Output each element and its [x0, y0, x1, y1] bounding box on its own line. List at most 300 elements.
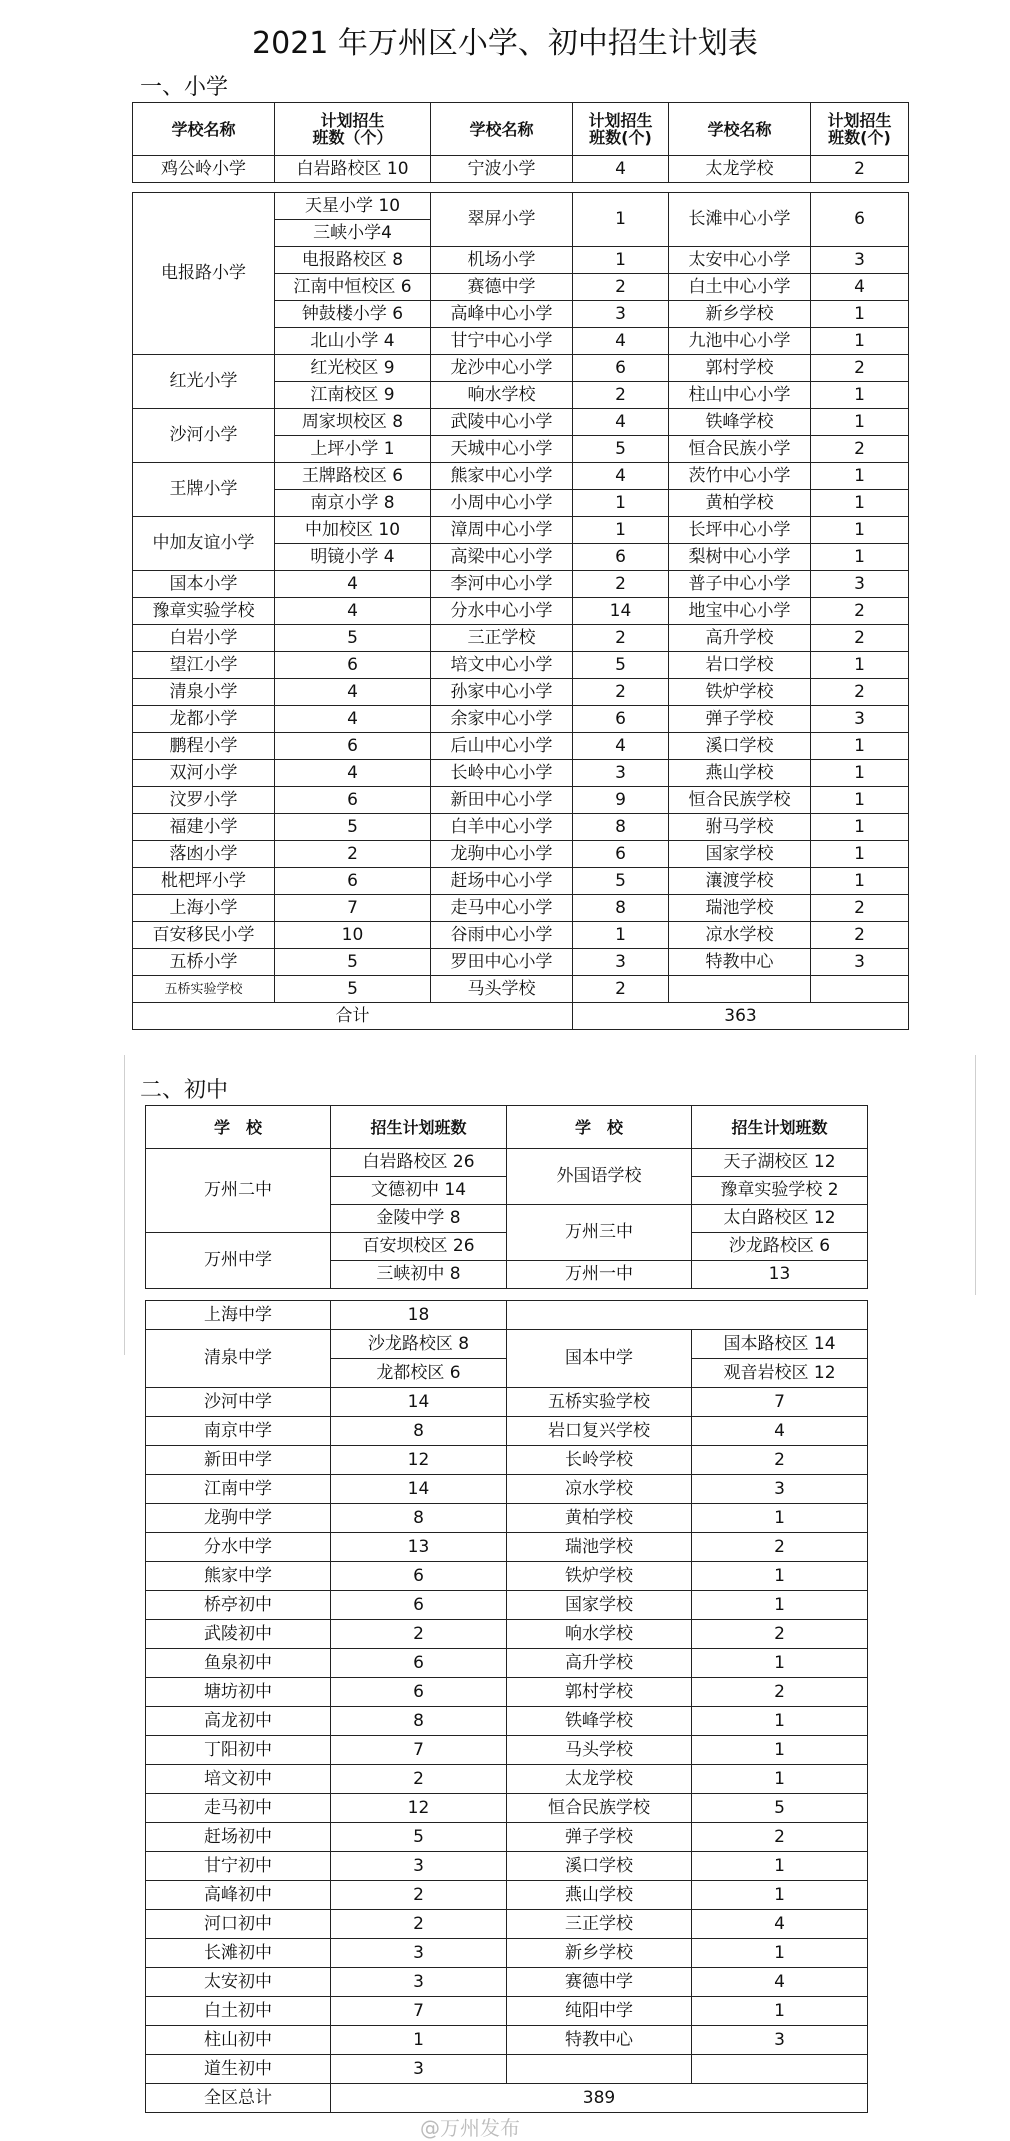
school-name-cell: 铁峰学校: [669, 409, 811, 436]
school-name-cell: 马头学校: [507, 1736, 692, 1765]
school-name-cell: 新乡学校: [507, 1939, 692, 1968]
school-name-cell: 凉水学校: [669, 922, 811, 949]
table-row: [146, 1504, 868, 1533]
school-name-cell: 万州中学: [146, 1233, 331, 1289]
header-cell: 学 校: [146, 1106, 331, 1149]
count-cell: 1: [573, 490, 669, 517]
school-name-cell: 福建小学: [133, 814, 275, 841]
count-cell: 3: [331, 1939, 507, 1968]
campus-cell: 周家坝校区 8: [275, 409, 431, 436]
table-row: [146, 1149, 868, 1177]
campus-cell: 江南校区 9: [275, 382, 431, 409]
total-row: [146, 2084, 868, 2113]
header-row: [146, 1106, 868, 1149]
campus-cell: 国本路校区 14: [692, 1330, 868, 1359]
table-row: [146, 1707, 868, 1736]
table-row: [146, 1823, 868, 1852]
total-label: 合计: [133, 1003, 573, 1030]
school-name-cell: 铁峰学校: [507, 1707, 692, 1736]
school-name-cell: 瑞池学校: [507, 1533, 692, 1562]
campus-cell: 豫章实验学校 2: [692, 1177, 868, 1205]
school-name-cell: 高峰中心小学: [431, 301, 573, 328]
school-name-cell: 白土中心小学: [669, 274, 811, 301]
table-row: [146, 1533, 868, 1562]
school-name-cell: 武陵初中: [146, 1620, 331, 1649]
count-cell: 6: [331, 1562, 507, 1591]
count-cell: 7: [331, 1736, 507, 1765]
school-name-cell: 长岭学校: [507, 1446, 692, 1475]
table-row: [146, 1910, 868, 1939]
table-row: [146, 2055, 868, 2084]
school-name-cell: 翠屏小学: [431, 193, 573, 247]
school-name-cell: 普子中心小学: [669, 571, 811, 598]
campus-cell: 沙龙路校区 8: [331, 1330, 507, 1359]
table-row: [146, 1620, 868, 1649]
school-name-cell: 长滩初中: [146, 1939, 331, 1968]
table-row: [133, 787, 909, 814]
count-cell: 3: [331, 2055, 507, 2084]
junior-upper-table: [145, 1105, 868, 1289]
school-name-cell: 白土初中: [146, 1997, 331, 2026]
scan-edge-line: [124, 1055, 125, 1355]
count-cell: 2: [811, 895, 909, 922]
school-name-cell: 清泉中学: [146, 1330, 331, 1388]
school-name-cell: 国本小学: [133, 571, 275, 598]
table-row: [146, 2026, 868, 2055]
count-cell: 7: [331, 1997, 507, 2026]
total-row: [133, 1003, 909, 1030]
table-row: [146, 1301, 868, 1330]
count-cell: 2: [573, 625, 669, 652]
table-row: [133, 156, 909, 183]
count-cell: 1: [573, 193, 669, 247]
campus-cell: 文德初中 14: [331, 1177, 507, 1205]
junior-lower-table: [145, 1300, 868, 2113]
count-cell: 1: [573, 247, 669, 274]
school-name-cell: 沙河小学: [133, 409, 275, 463]
school-name-cell: 燕山学校: [669, 760, 811, 787]
school-name-cell: 沙河中学: [146, 1388, 331, 1417]
count-cell: 3: [331, 1968, 507, 1997]
total-value: 363: [573, 1003, 909, 1030]
school-name-cell: 万州一中: [507, 1261, 692, 1289]
table-row: [146, 1562, 868, 1591]
count-cell: 2: [573, 274, 669, 301]
count-cell: 1: [811, 301, 909, 328]
school-name-cell: 白羊中心小学: [431, 814, 573, 841]
count-cell: 2: [573, 976, 669, 1003]
count-cell: 4: [275, 679, 431, 706]
count-cell: 2: [811, 679, 909, 706]
count-cell: 1: [811, 760, 909, 787]
count-cell: 1: [692, 1591, 868, 1620]
school-name-cell: 特教中心: [507, 2026, 692, 2055]
junior-heading: 二、初中: [140, 1078, 229, 1103]
count-cell: 6: [275, 787, 431, 814]
table-row: [133, 193, 909, 220]
campus-cell: 钟鼓楼小学 6: [275, 301, 431, 328]
school-name-cell: 清泉小学: [133, 679, 275, 706]
scan-edge-line: [975, 1055, 976, 1295]
school-name-cell: 五桥小学: [133, 949, 275, 976]
count-cell: 5: [692, 1794, 868, 1823]
count-cell: 3: [573, 949, 669, 976]
school-name-cell: 塘坊初中: [146, 1678, 331, 1707]
header-cell: 计划招生 班数(个): [573, 103, 669, 156]
table-row: [133, 733, 909, 760]
count-cell: 1: [811, 517, 909, 544]
count-cell: 6: [275, 733, 431, 760]
school-name-cell: 余家中心小学: [431, 706, 573, 733]
count-cell: 2: [573, 382, 669, 409]
school-name-cell: 长岭中心小学: [431, 760, 573, 787]
school-name-cell: 赛德中学: [431, 274, 573, 301]
school-name-cell: 河口初中: [146, 1910, 331, 1939]
count-cell: 6: [275, 652, 431, 679]
table-row: [146, 1678, 868, 1707]
school-name-cell: 地宝中心小学: [669, 598, 811, 625]
table-cell: 宁波小学: [431, 156, 573, 183]
header-cell: 计划招生 班数（个）: [275, 103, 431, 156]
count-cell: 8: [573, 814, 669, 841]
school-name-cell: 双河小学: [133, 760, 275, 787]
school-name-cell: 五桥实验学校: [507, 1388, 692, 1417]
table-row: [133, 760, 909, 787]
school-name-cell: 机场小学: [431, 247, 573, 274]
count-cell: 4: [573, 328, 669, 355]
school-name-cell: 分水中学: [146, 1533, 331, 1562]
school-name-cell: 九池中心小学: [669, 328, 811, 355]
school-name-cell: 甘宁初中: [146, 1852, 331, 1881]
count-cell: 1: [692, 1765, 868, 1794]
school-name-cell: 后山中心小学: [431, 733, 573, 760]
school-name-cell: 马头学校: [431, 976, 573, 1003]
count-cell: 4: [811, 274, 909, 301]
count-cell: 1: [573, 922, 669, 949]
school-name-cell: 高升学校: [507, 1649, 692, 1678]
school-name-cell: 龙都小学: [133, 706, 275, 733]
school-name-cell: 熊家中学: [146, 1562, 331, 1591]
count-cell: 3: [811, 247, 909, 274]
primary-main-table: [132, 192, 909, 1030]
campus-cell: 白岩路校区 26: [331, 1149, 507, 1177]
page-title: 2021 年万州区小学、初中招生计划表: [252, 26, 758, 61]
count-cell: 2: [811, 355, 909, 382]
school-name-cell: 响水学校: [431, 382, 573, 409]
count-cell: 4: [275, 598, 431, 625]
school-name-cell: 落凼小学: [133, 841, 275, 868]
school-name-cell: 江南中学: [146, 1475, 331, 1504]
count-cell: 4: [275, 760, 431, 787]
header-cell: 招生计划班数: [331, 1106, 507, 1149]
table-row: [133, 571, 909, 598]
school-name-cell: 小周中心小学: [431, 490, 573, 517]
school-name-cell: 太安中心小学: [669, 247, 811, 274]
campus-cell: 沙龙路校区 6: [692, 1233, 868, 1261]
count-cell: 7: [692, 1388, 868, 1417]
count-cell: 1: [811, 544, 909, 571]
count-cell: 1: [811, 868, 909, 895]
school-name-cell: 瀼渡学校: [669, 868, 811, 895]
header-cell: 学校名称: [431, 103, 573, 156]
table-row: [133, 895, 909, 922]
count-cell: 9: [573, 787, 669, 814]
school-name-cell: 万州二中: [146, 1149, 331, 1233]
school-name-cell: 鹏程小学: [133, 733, 275, 760]
count-cell: 12: [331, 1794, 507, 1823]
school-name-cell: 铁炉学校: [507, 1562, 692, 1591]
count-cell: 6: [331, 1678, 507, 1707]
table-cell: 白岩路校区 10: [275, 156, 431, 183]
table-row: [133, 922, 909, 949]
school-name-cell: 国本中学: [507, 1330, 692, 1388]
school-name-cell: 上海小学: [133, 895, 275, 922]
school-name-cell: 郭村学校: [669, 355, 811, 382]
table-cell: 鸡公岭小学: [133, 156, 275, 183]
school-name-cell: 天城中心小学: [431, 436, 573, 463]
school-name-cell: 三正学校: [431, 625, 573, 652]
school-name-cell: 桥亭初中: [146, 1591, 331, 1620]
count-cell: 2: [811, 625, 909, 652]
count-cell: 4: [692, 1968, 868, 1997]
count-cell: 2: [331, 1881, 507, 1910]
table-row: [146, 1417, 868, 1446]
count-cell: 1: [811, 787, 909, 814]
school-name-cell: 望江小学: [133, 652, 275, 679]
campus-cell: 太白路校区 12: [692, 1205, 868, 1233]
school-name-cell: 长滩中心小学: [669, 193, 811, 247]
header-cell: 计划招生 班数(个): [811, 103, 909, 156]
count-cell: 1: [811, 463, 909, 490]
school-name-cell: 龙驹中学: [146, 1504, 331, 1533]
table-row: [133, 841, 909, 868]
campus-cell: 电报路校区 8: [275, 247, 431, 274]
count-cell: 14: [331, 1475, 507, 1504]
count-cell: 4: [275, 706, 431, 733]
count-cell: 6: [573, 544, 669, 571]
count-cell: 7: [275, 895, 431, 922]
table-row: [133, 463, 909, 490]
table-row: [146, 1852, 868, 1881]
campus-cell: 明镜小学 4: [275, 544, 431, 571]
count-cell: 6: [275, 868, 431, 895]
school-name-cell: 三正学校: [507, 1910, 692, 1939]
school-name-cell: 李河中心小学: [431, 571, 573, 598]
table-row: [133, 814, 909, 841]
header-cell: 招生计划班数: [692, 1106, 868, 1149]
count-cell: 5: [573, 652, 669, 679]
count-cell: 2: [692, 1620, 868, 1649]
school-name-cell: 红光小学: [133, 355, 275, 409]
school-name-cell: 漳周中心小学: [431, 517, 573, 544]
count-cell: 13: [331, 1533, 507, 1562]
table-row: [146, 1446, 868, 1475]
table-row: [133, 679, 909, 706]
table-row: [133, 706, 909, 733]
count-cell: 2: [331, 1910, 507, 1939]
table-row: [133, 652, 909, 679]
count-cell: 2: [692, 1533, 868, 1562]
school-name-cell: 高升学校: [669, 625, 811, 652]
count-cell: 1: [331, 2026, 507, 2055]
count-cell: 1: [692, 1707, 868, 1736]
count-cell: 4: [275, 571, 431, 598]
count-cell: 2: [573, 679, 669, 706]
table-row: [133, 949, 909, 976]
count-cell: 3: [573, 760, 669, 787]
school-name-cell: 甘宁中心小学: [431, 328, 573, 355]
table-row: [146, 1939, 868, 1968]
school-name-cell: 豫章实验学校: [133, 598, 275, 625]
school-name-cell: 赛德中学: [507, 1968, 692, 1997]
count-cell: 2: [331, 1765, 507, 1794]
school-name-cell: 茨竹中心小学: [669, 463, 811, 490]
campus-cell: 三峡小学4: [275, 220, 431, 247]
count-cell: 1: [811, 841, 909, 868]
table-row: [146, 1736, 868, 1765]
school-name-cell: 高峰初中: [146, 1881, 331, 1910]
count-cell: 1: [811, 733, 909, 760]
count-cell: 12: [331, 1446, 507, 1475]
count-cell: 4: [573, 733, 669, 760]
count-cell: 5: [275, 949, 431, 976]
school-name-cell: 柱山中心小学: [669, 382, 811, 409]
campus-cell: 金陵中学 8: [331, 1205, 507, 1233]
count-cell: 2: [573, 571, 669, 598]
school-name-cell: 高龙初中: [146, 1707, 331, 1736]
school-name-cell: 弹子学校: [507, 1823, 692, 1852]
count-cell: 6: [573, 706, 669, 733]
school-name-cell: 龙驹中心小学: [431, 841, 573, 868]
count-cell: 4: [573, 409, 669, 436]
count-cell: 6: [331, 1649, 507, 1678]
school-name-cell: [507, 2055, 692, 2084]
school-name-cell: 万州三中: [507, 1205, 692, 1261]
school-name-cell: 白岩小学: [133, 625, 275, 652]
count-cell: 1: [811, 409, 909, 436]
school-name-cell: 汶罗小学: [133, 787, 275, 814]
count-cell: 1: [692, 1504, 868, 1533]
header-cell: 学校名称: [133, 103, 275, 156]
table-row: [146, 1591, 868, 1620]
count-cell: 1: [811, 652, 909, 679]
campus-cell: 天子湖校区 12: [692, 1149, 868, 1177]
school-name-cell: 国家学校: [507, 1591, 692, 1620]
school-name-cell: 南京中学: [146, 1417, 331, 1446]
school-name-cell: 谷雨中心小学: [431, 922, 573, 949]
school-name-cell: 赶场初中: [146, 1823, 331, 1852]
school-name-cell: 纯阳中学: [507, 1997, 692, 2026]
school-name-cell: 枇杷坪小学: [133, 868, 275, 895]
school-name-cell: 岩口学校: [669, 652, 811, 679]
table-row: [146, 1765, 868, 1794]
table-row: [133, 598, 909, 625]
campus-cell: 红光校区 9: [275, 355, 431, 382]
table-cell: 4: [573, 156, 669, 183]
table-row: [146, 1794, 868, 1823]
primary-header-table: [132, 102, 909, 183]
count-cell: 2: [331, 1620, 507, 1649]
school-name-cell: 燕山学校: [507, 1881, 692, 1910]
count-cell: 8: [331, 1504, 507, 1533]
header-cell: 学校名称: [669, 103, 811, 156]
school-name-cell: 中加友谊小学: [133, 517, 275, 571]
campus-cell: 中加校区 10: [275, 517, 431, 544]
table-row: [146, 1649, 868, 1678]
count-cell: [811, 976, 909, 1003]
count-cell: 1: [811, 814, 909, 841]
school-name-cell: 溪口学校: [507, 1852, 692, 1881]
campus-cell: 南京小学 8: [275, 490, 431, 517]
count-cell: 14: [331, 1388, 507, 1417]
header-row: [133, 103, 909, 156]
count-cell: 8: [331, 1417, 507, 1446]
table-row: [146, 1997, 868, 2026]
table-row: [146, 1881, 868, 1910]
count-cell: 2: [692, 1678, 868, 1707]
school-name-cell: 丁阳初中: [146, 1736, 331, 1765]
table-row: [146, 1475, 868, 1504]
school-name-cell: 恒合民族学校: [669, 787, 811, 814]
count-cell: 1: [692, 1997, 868, 2026]
campus-cell: 百安坝校区 26: [331, 1233, 507, 1261]
table-row: [146, 1330, 868, 1359]
count-cell: 5: [275, 976, 431, 1003]
school-name-cell: [669, 976, 811, 1003]
count-cell: 8: [331, 1707, 507, 1736]
table-row: [146, 1968, 868, 1997]
school-name-cell: 弹子学校: [669, 706, 811, 733]
count-cell: 3: [692, 1475, 868, 1504]
school-name-cell: 铁炉学校: [669, 679, 811, 706]
campus-cell: 天星小学 10: [275, 193, 431, 220]
count-cell: 6: [811, 193, 909, 247]
school-name-cell: 道生初中: [146, 2055, 331, 2084]
count-cell: 3: [573, 301, 669, 328]
school-name-cell: 新乡学校: [669, 301, 811, 328]
school-name-cell: 外国语学校: [507, 1149, 692, 1205]
table-cell: 2: [811, 156, 909, 183]
school-name-cell: 五桥实验学校: [133, 976, 275, 1003]
school-name-cell: 高梁中心小学: [431, 544, 573, 571]
campus-cell: 三峡初中 8: [331, 1261, 507, 1289]
table-row: [133, 517, 909, 544]
count-cell: 1: [692, 1852, 868, 1881]
school-name-cell: 走马中心小学: [431, 895, 573, 922]
count-cell: 6: [573, 841, 669, 868]
table-row: [133, 409, 909, 436]
table-cell: 太龙学校: [669, 156, 811, 183]
school-name-cell: 太龙学校: [507, 1765, 692, 1794]
school-name-cell: 国家学校: [669, 841, 811, 868]
school-name-cell: 电报路小学: [133, 193, 275, 355]
watermark: @万州发布: [420, 2116, 520, 2140]
count-cell: 2: [692, 1446, 868, 1475]
school-name-cell: 长坪中心小学: [669, 517, 811, 544]
school-name-cell: 新田中心小学: [431, 787, 573, 814]
count-cell: 2: [811, 922, 909, 949]
count-cell: 3: [811, 949, 909, 976]
count-cell: 10: [275, 922, 431, 949]
school-name-cell: 瑞池学校: [669, 895, 811, 922]
school-name-cell: 培文中心小学: [431, 652, 573, 679]
count-cell: 3: [331, 1852, 507, 1881]
school-name-cell: 龙沙中心小学: [431, 355, 573, 382]
school-name-cell: 鱼泉初中: [146, 1649, 331, 1678]
count-cell: 4: [692, 1417, 868, 1446]
school-name-cell: 特教中心: [669, 949, 811, 976]
count-cell: 1: [692, 1881, 868, 1910]
